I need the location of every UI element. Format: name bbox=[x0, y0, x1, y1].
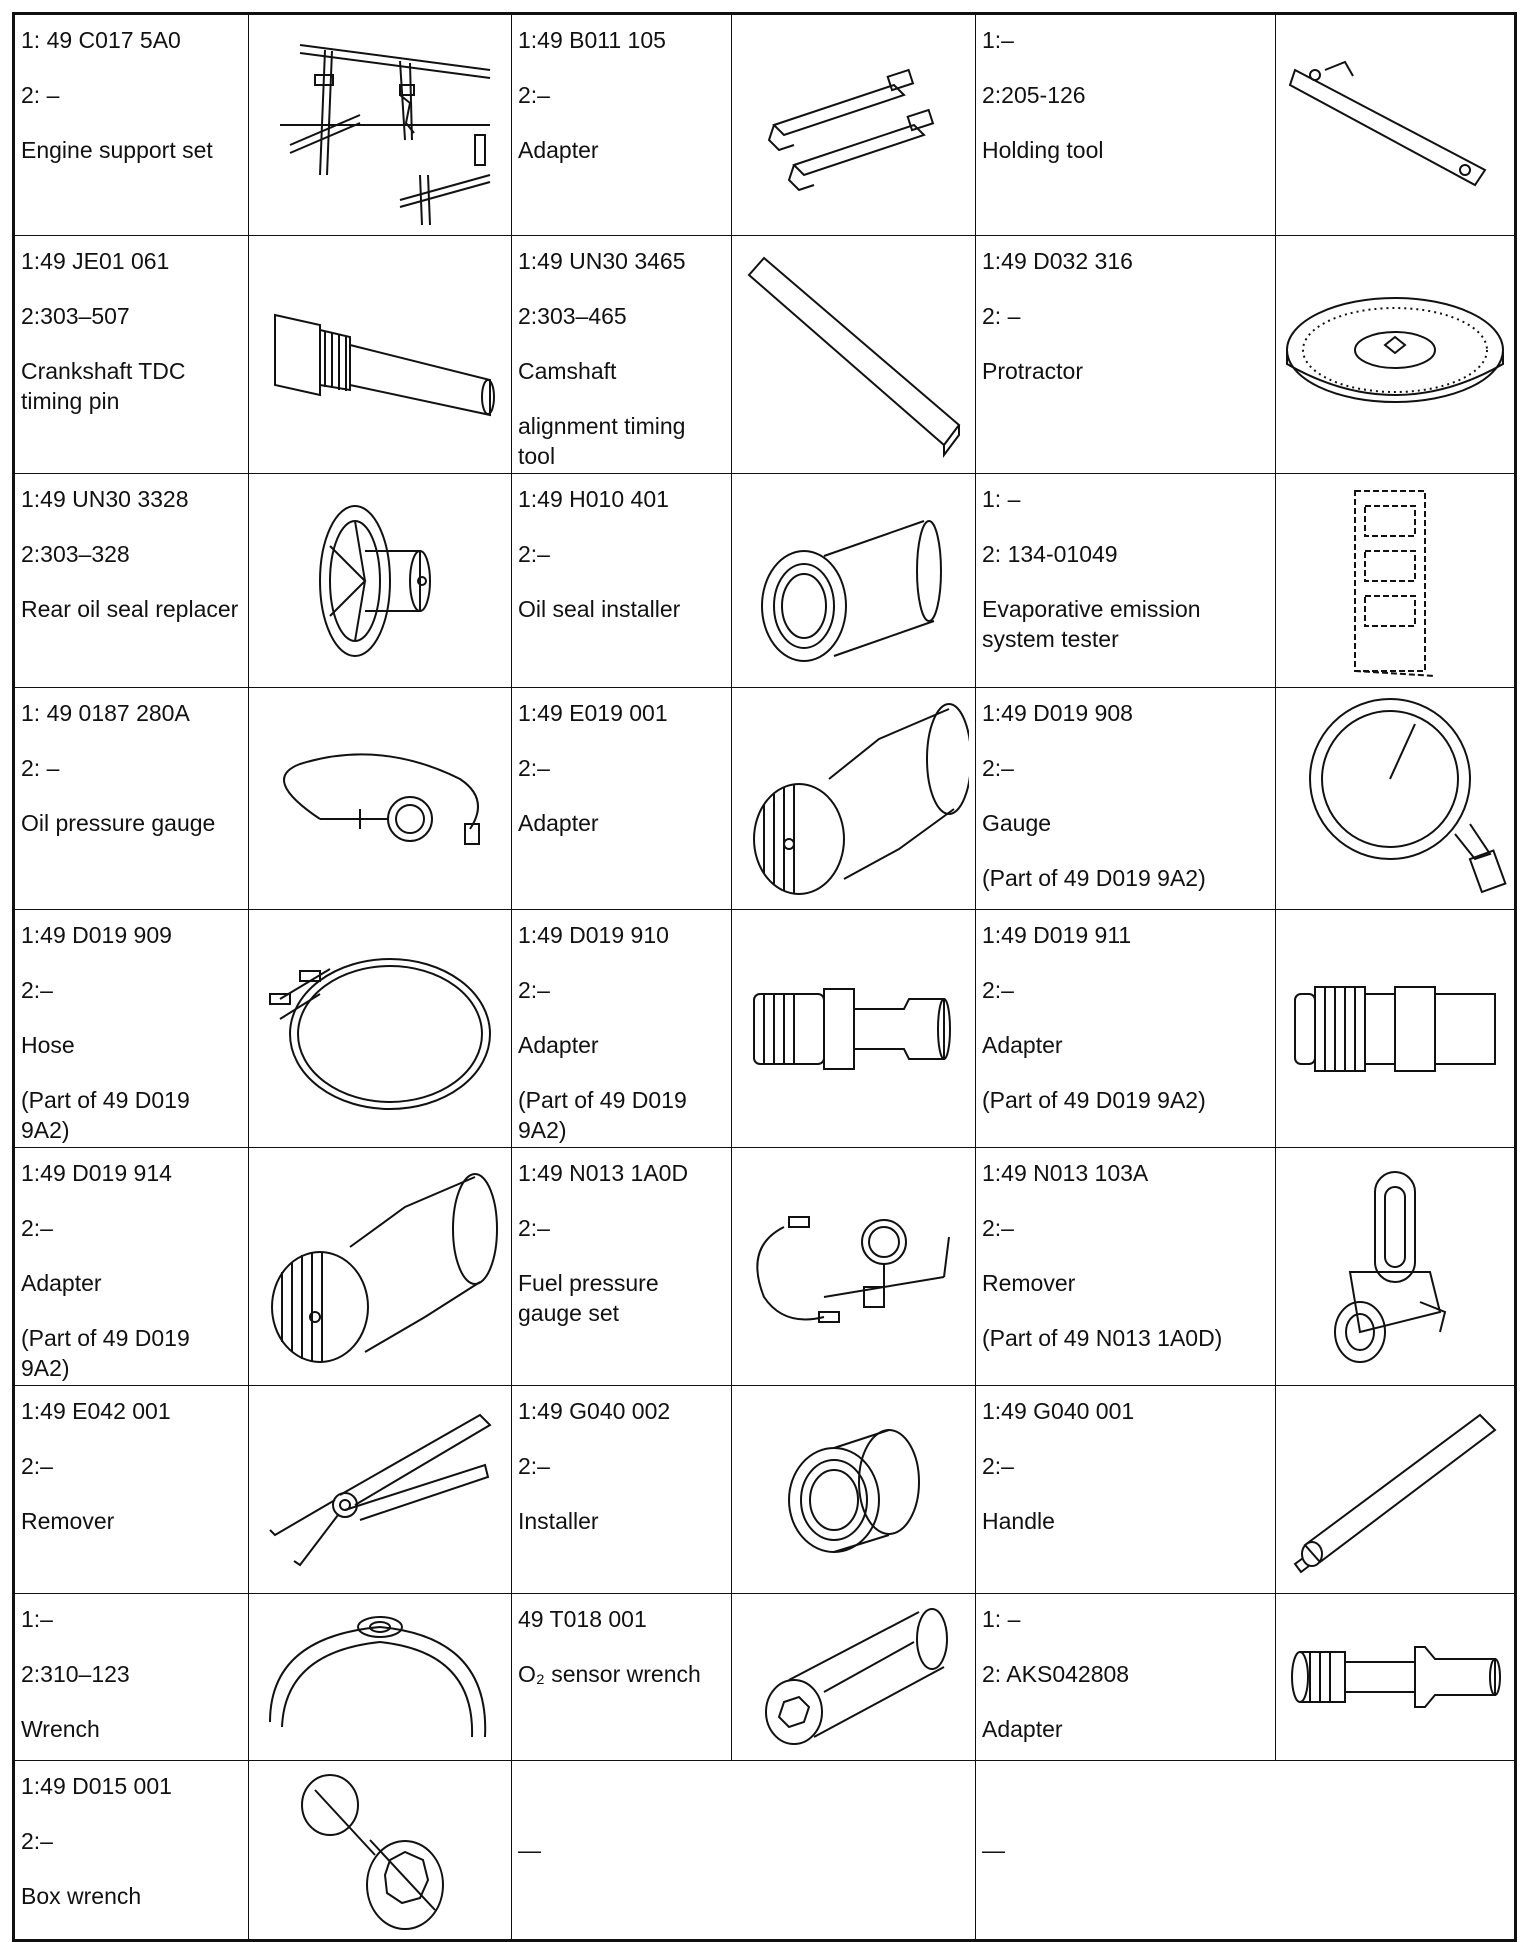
part-number-1: 1:– bbox=[21, 1606, 53, 1632]
alignment-bar-icon bbox=[732, 236, 976, 474]
tool-name: Camshaft bbox=[518, 358, 617, 384]
part-number-1: 1:49 D015 001 bbox=[21, 1773, 172, 1799]
part-number-1: 1:49 E019 001 bbox=[518, 700, 668, 726]
tool-name: Holding tool bbox=[982, 137, 1104, 163]
part-number-2: 2:205-126 bbox=[982, 82, 1086, 108]
tool-info-cell bbox=[976, 1148, 1276, 1386]
part-number-2: 2: 134-01049 bbox=[982, 541, 1118, 567]
tool-name: Adapter bbox=[518, 137, 599, 163]
part-number-2: 2: AKS042808 bbox=[982, 1661, 1130, 1687]
part-number-1: 49 T018 001 bbox=[518, 1606, 647, 1632]
tool-name: Evaporative emission system tester bbox=[982, 596, 1201, 652]
timing-pin-icon bbox=[249, 236, 512, 474]
part-of-note: (Part of 49 D019 9A2) bbox=[518, 1087, 687, 1143]
table-row bbox=[14, 910, 1516, 1148]
part-number-1: 1:49 D032 316 bbox=[982, 248, 1133, 274]
tool-info-cell bbox=[976, 910, 1276, 1148]
tool-name: O₂ sensor wrench bbox=[518, 1661, 701, 1687]
fuel-gauge-set-icon bbox=[732, 1148, 976, 1386]
part-of-note: (Part of 49 D019 9A2) bbox=[982, 1087, 1206, 1113]
empty-cell bbox=[976, 1761, 1516, 1941]
tool-name: Oil pressure gauge bbox=[21, 810, 216, 836]
tool-name: Oil seal installer bbox=[518, 596, 681, 622]
part-number-1: 1:49 E042 001 bbox=[21, 1398, 171, 1424]
tool-info-cell bbox=[512, 14, 732, 236]
part-number-2: 2:– bbox=[982, 755, 1014, 781]
pressure-gauge-icon bbox=[1276, 688, 1516, 910]
part-number-1: 1:49 D019 911 bbox=[982, 922, 1132, 948]
protractor-icon bbox=[1276, 236, 1516, 474]
part-number-1: 1: 49 0187 280A bbox=[21, 700, 190, 726]
part-number-1: 1:49 G040 002 bbox=[518, 1398, 671, 1424]
tool-info-cell bbox=[14, 688, 249, 910]
quick-connect-plug-icon bbox=[732, 910, 976, 1148]
part-number-1: 1:49 UN30 3328 bbox=[21, 486, 189, 512]
part-number-1: 1: – bbox=[982, 486, 1021, 512]
tool-info-cell bbox=[976, 14, 1276, 236]
installer-sleeve-icon bbox=[732, 1386, 976, 1594]
part-number-2: 2:– bbox=[518, 1215, 550, 1241]
tool-name: Wrench bbox=[21, 1716, 100, 1742]
special-tools-table bbox=[12, 12, 1517, 1942]
part-number-2: 2: – bbox=[982, 303, 1021, 329]
threaded-adapter-icon bbox=[249, 1148, 512, 1386]
hose-icon bbox=[249, 910, 512, 1148]
tool-info-cell bbox=[14, 14, 249, 236]
tool-info-cell bbox=[512, 910, 732, 1148]
part-number-2: 2:– bbox=[21, 977, 53, 1003]
tool-info-cell bbox=[976, 474, 1276, 688]
oil-pressure-gauge-icon bbox=[249, 688, 512, 910]
tool-name: Adapter bbox=[982, 1716, 1063, 1742]
part-number-2: 2:303–328 bbox=[21, 541, 130, 567]
part-number-2: 2:– bbox=[518, 541, 550, 567]
part-number-1: 1: 49 C017 5A0 bbox=[21, 27, 181, 53]
part-of-note: (Part of 49 D019 9A2) bbox=[982, 865, 1206, 891]
tool-info-cell bbox=[14, 1148, 249, 1386]
tool-info-cell bbox=[512, 474, 732, 688]
tool-info-cell bbox=[14, 910, 249, 1148]
table-row bbox=[14, 236, 1516, 474]
part-number-2: 2:– bbox=[982, 1453, 1014, 1479]
empty-dash: — bbox=[518, 1836, 541, 1863]
tool-name: Remover bbox=[21, 1508, 115, 1534]
tool-info-cell bbox=[14, 236, 249, 474]
part-number-2: 2:– bbox=[518, 977, 550, 1003]
tool-info-cell bbox=[512, 236, 732, 474]
part-number-1: 1:49 B011 105 bbox=[518, 27, 666, 53]
part-number-2: 2:– bbox=[21, 1453, 53, 1479]
part-number-2: 2:– bbox=[518, 82, 550, 108]
part-number-2: 2:303–507 bbox=[21, 303, 130, 329]
tool-name: Adapter bbox=[982, 1032, 1063, 1058]
tool-name: Gauge bbox=[982, 810, 1052, 836]
tool-info-cell bbox=[14, 1386, 249, 1594]
part-number-1: 1:49 D019 908 bbox=[982, 700, 1133, 726]
tool-name-continued: alignment timing tool bbox=[518, 413, 686, 469]
quick-connect-coupler-icon bbox=[1276, 910, 1516, 1148]
tool-name: Adapter bbox=[21, 1270, 102, 1296]
part-of-note: (Part of 49 D019 9A2) bbox=[21, 1325, 190, 1381]
part-number-2: 2:– bbox=[518, 755, 550, 781]
emission-tester-icon bbox=[1276, 474, 1516, 688]
tool-name: Handle bbox=[982, 1508, 1055, 1534]
part-number-1: 1:49 D019 914 bbox=[21, 1160, 172, 1186]
table-row bbox=[14, 1594, 1516, 1761]
part-number-1: 1:– bbox=[982, 27, 1014, 53]
part-number-2: 2:– bbox=[982, 977, 1014, 1003]
part-number-1: 1:49 JE01 061 bbox=[21, 248, 170, 274]
part-number-1: 1:49 D019 909 bbox=[21, 922, 172, 948]
part-number-1: 1:49 G040 001 bbox=[982, 1398, 1135, 1424]
tool-info-cell bbox=[512, 1386, 732, 1594]
holding-tool-icon bbox=[1276, 14, 1516, 236]
tool-name: Adapter bbox=[518, 1032, 599, 1058]
box-wrench-icon bbox=[249, 1761, 512, 1941]
tool-name: Crankshaft TDC timing pin bbox=[21, 358, 186, 414]
o2-sensor-wrench-icon bbox=[732, 1594, 976, 1761]
tool-name: Box wrench bbox=[21, 1883, 142, 1909]
part-number-2: 2:– bbox=[518, 1453, 550, 1479]
tool-info-cell bbox=[512, 1594, 732, 1761]
table-row bbox=[14, 1761, 1516, 1941]
tool-name: Remover bbox=[982, 1270, 1076, 1296]
tool-info-cell bbox=[14, 474, 249, 688]
table-row bbox=[14, 474, 1516, 688]
remover-tool-icon bbox=[1276, 1148, 1516, 1386]
empty-dash: — bbox=[982, 1836, 1005, 1863]
tool-info-cell bbox=[14, 1594, 249, 1761]
table-row bbox=[14, 1148, 1516, 1386]
engine-support-set-icon bbox=[249, 14, 512, 236]
adapter-pins-icon bbox=[732, 14, 976, 236]
part-number-1: 1:49 D019 910 bbox=[518, 922, 669, 948]
oil-seal-installer-icon bbox=[732, 474, 976, 688]
pliers-icon bbox=[249, 1386, 512, 1594]
table-row bbox=[14, 1386, 1516, 1594]
tool-name: Hose bbox=[21, 1032, 75, 1058]
part-of-note: (Part of 49 N013 1A0D) bbox=[982, 1325, 1223, 1351]
tool-info-cell bbox=[976, 1386, 1276, 1594]
handle-rod-icon bbox=[1276, 1386, 1516, 1594]
part-number-1: 1:49 N013 1A0D bbox=[518, 1160, 689, 1186]
part-number-2: 2:– bbox=[982, 1215, 1014, 1241]
oil-seal-replacer-icon bbox=[249, 474, 512, 688]
part-number-2: 2: – bbox=[21, 82, 60, 108]
tool-info-cell bbox=[976, 1594, 1276, 1761]
tool-info-cell bbox=[976, 688, 1276, 910]
part-number-2: 2:– bbox=[21, 1215, 53, 1241]
table-row bbox=[14, 14, 1516, 236]
threaded-adapter-icon bbox=[732, 688, 976, 910]
part-number-2: 2:310–123 bbox=[21, 1661, 130, 1687]
table-row bbox=[14, 688, 1516, 910]
part-number-1: 1: – bbox=[982, 1606, 1021, 1632]
part-number-1: 1:49 N013 103A bbox=[982, 1160, 1149, 1186]
tool-info-cell bbox=[512, 688, 732, 910]
tool-name: Installer bbox=[518, 1508, 599, 1534]
tool-info-cell bbox=[976, 236, 1276, 474]
tool-name: Adapter bbox=[518, 810, 599, 836]
part-number-2: 2:– bbox=[21, 1828, 53, 1854]
part-number-1: 1:49 H010 401 bbox=[518, 486, 669, 512]
part-number-2: 2:303–465 bbox=[518, 303, 627, 329]
tool-name: Protractor bbox=[982, 358, 1083, 384]
tool-info-cell bbox=[512, 1148, 732, 1386]
empty-cell bbox=[512, 1761, 976, 1941]
tool-name: Fuel pressure gauge set bbox=[518, 1270, 659, 1326]
part-of-note: (Part of 49 D019 9A2) bbox=[21, 1087, 190, 1143]
tool-name: Rear oil seal replacer bbox=[21, 596, 239, 622]
tool-info-cell bbox=[14, 1761, 249, 1941]
stepped-adapter-icon bbox=[1276, 1594, 1516, 1761]
tool-name: Engine support set bbox=[21, 137, 213, 163]
band-wrench-icon bbox=[249, 1594, 512, 1761]
part-number-2: 2: – bbox=[21, 755, 60, 781]
part-number-1: 1:49 UN30 3465 bbox=[518, 248, 686, 274]
